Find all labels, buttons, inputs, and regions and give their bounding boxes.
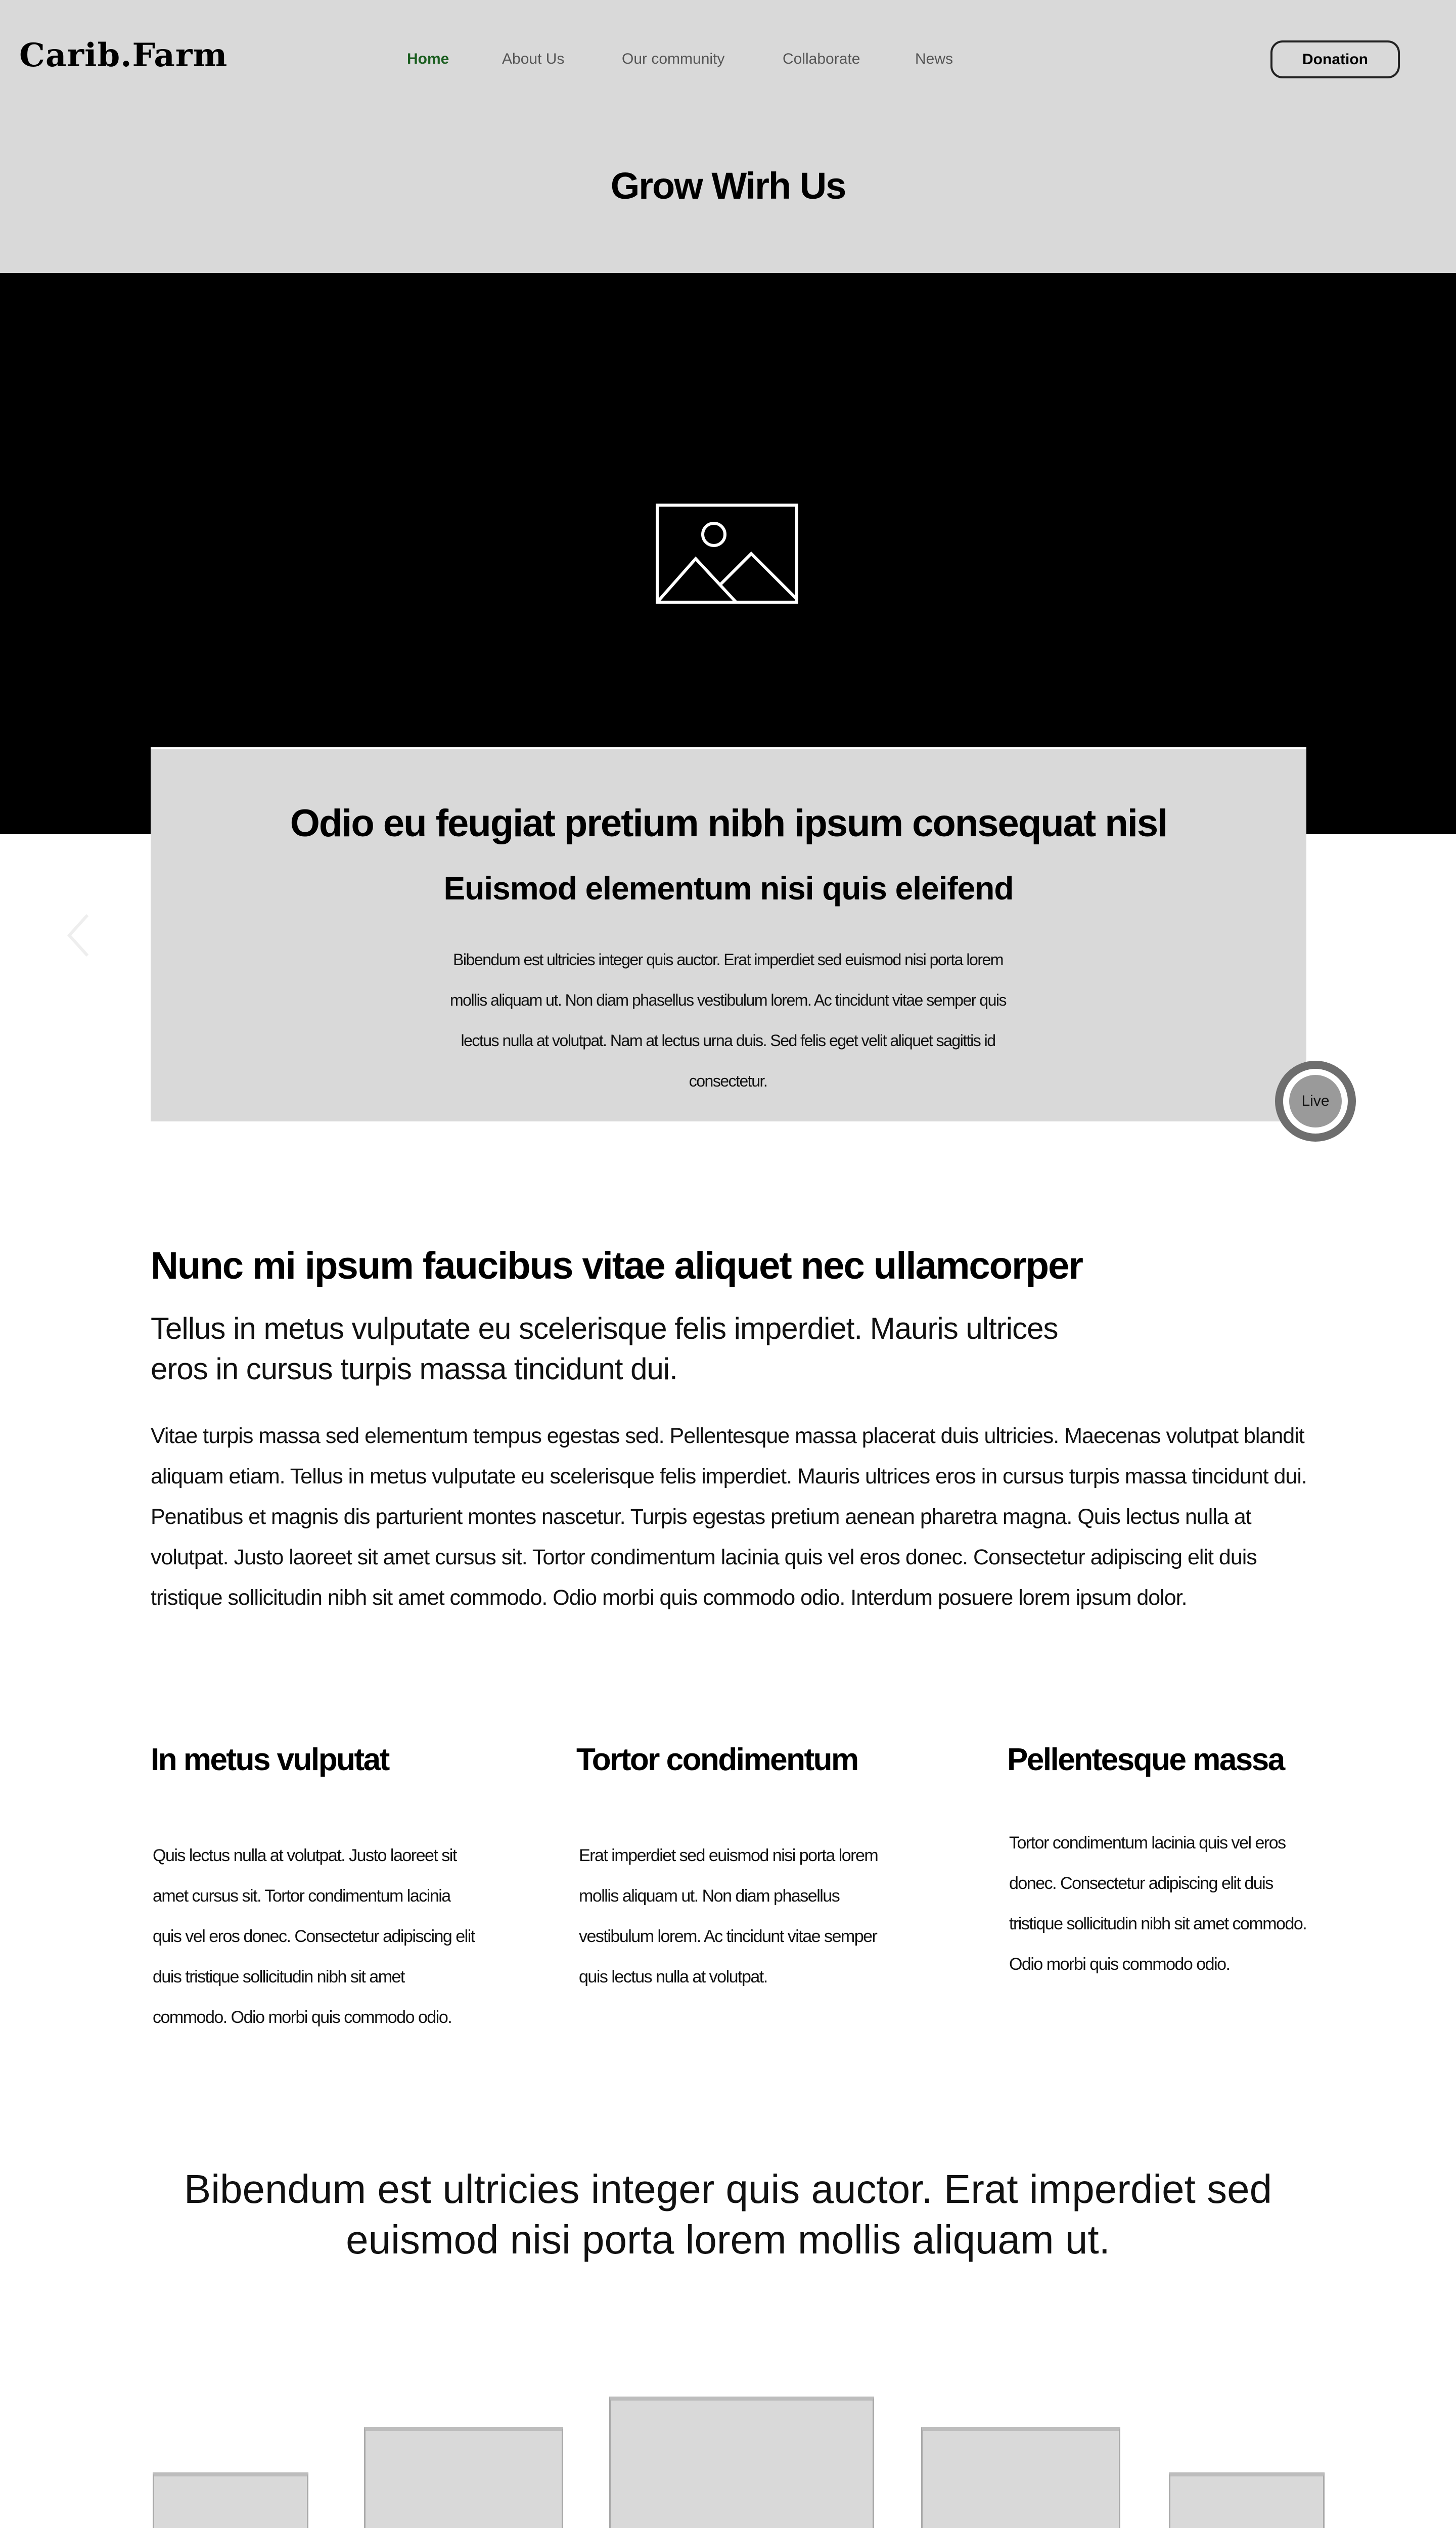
column-body: Erat imperdiet sed euismod nisi porta lorem mollis aliquam ut. Non diam phasellus vestibulum lorem. Ac tincidunt vitae semper quis lectus nulla at volutpat. <box>579 1846 878 1987</box>
nav-our-community[interactable]: Our community <box>622 51 725 67</box>
page-title: Grow Wirh Us <box>610 165 846 207</box>
chevron-left-icon[interactable] <box>63 910 94 961</box>
live-label: Live <box>1289 1075 1342 1127</box>
live-badge[interactable] <box>1275 1061 1356 1142</box>
column-body: Quis lectus nulla at volutpat. Justo laoreet sit amet cursus sit. Tortor condimentum lacinia quis vel eros donec. Consectetur adipiscing elit duis tristique sollicitudin nibh sit amet commodo. Odio morbi quis commodo odio. <box>153 1846 475 2027</box>
hero-card-subtitle: Euismod elementum nisi quis eleifend <box>443 870 1014 907</box>
nav-news[interactable]: News <box>915 51 953 67</box>
intro-body: Vitae turpis massa sed elementum tempus egestas sed. Pellentesque massa placerat duis ultricies. Maecenas volutpat blandit aliquam etiam. Tellus in metus vulputate eu scelerisque felis imperdiet. Mauris ultrices eros in cursus turpis massa tincidunt dui. Penatibus et magnis dis parturient montes nascetur. Turpis egestas pretium aenean pharetra magna. Quis lectus nulla at volutpat. Justo laoreet sit amet cursus sit. Tortor condimentum lacinia quis vel eros donec. Consectetur adipiscing elit duis tristique sollicitudin nibh sit amet commodo. Odio morbi quis commodo odio. Interdum posuere lorem ipsum dolor. <box>151 1424 1307 1610</box>
column-title: Tortor condimentum <box>576 1742 858 1777</box>
image-placeholder-icon <box>655 503 799 604</box>
column-title: In metus vulputat <box>151 1742 389 1777</box>
nav-home[interactable]: Home <box>407 51 449 67</box>
column-body: Tortor condimentum lacinia quis vel eros donec. Consectetur adipiscing elit duis tristique sollicitudin nibh sit amet commodo. Odio morbi quis commodo odio. <box>1009 1833 1307 1974</box>
carousel-card[interactable] <box>921 2427 1120 2528</box>
hero-card-title: Odio eu feugiat pretium nibh ipsum consequat nisl <box>290 802 1167 845</box>
intro-heading: Nunc mi ipsum faucibus vitae aliquet nec ullamcorper <box>151 1244 1082 1287</box>
carousel-card[interactable] <box>153 2472 308 2528</box>
site-logo[interactable]: Carib.Farm <box>19 36 228 74</box>
carousel-card[interactable] <box>1169 2472 1325 2528</box>
intro-subheading: Tellus in metus vulputate eu scelerisque felis imperdiet. Mauris ultrices eros in cursus turpis massa tincidunt dui. <box>151 1312 1058 1386</box>
carousel-card-active[interactable] <box>609 2397 874 2528</box>
nav-collaborate[interactable]: Collaborate <box>783 51 860 67</box>
nav-about-us[interactable]: About Us <box>502 51 565 67</box>
donation-button[interactable]: Donation <box>1270 40 1400 78</box>
column-title: Pellentesque massa <box>1007 1742 1284 1777</box>
carousel-card[interactable] <box>364 2427 563 2528</box>
hero-card-body: Bibendum est ultricies integer quis auctor. Erat imperdiet sed euismod nisi porta lorem mollis aliquam ut. Non diam phasellus vestibulum lorem. Ac tincidunt vitae semper quis lectus nulla at volutpat. Nam at lectus urna duis. Sed felis eget velit aliquet sagittis id consectetur. <box>450 951 1006 1090</box>
carousel-heading: Bibendum est ultricies integer quis auctor. Erat imperdiet sed euismod nisi porta lorem mollis aliquam ut. <box>184 2166 1272 2262</box>
